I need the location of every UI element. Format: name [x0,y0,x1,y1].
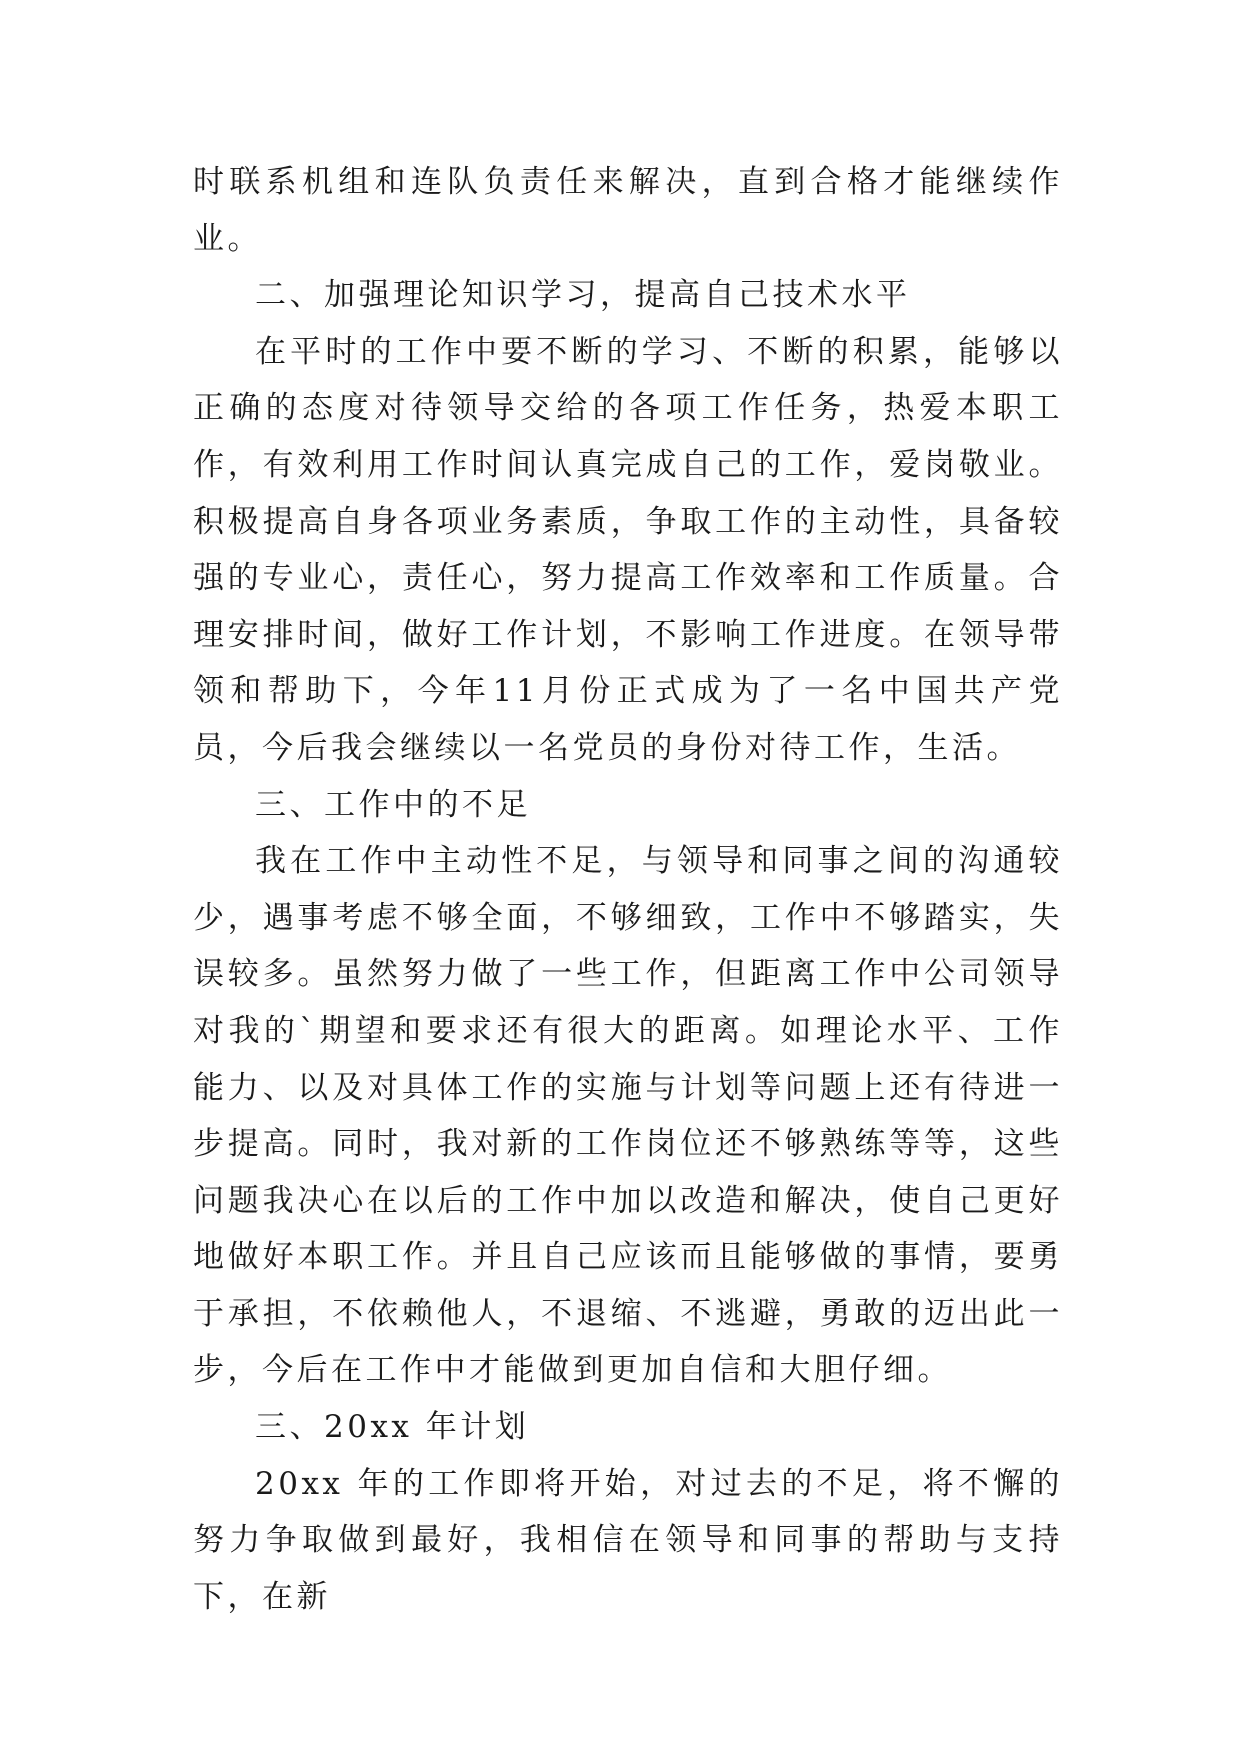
paragraph-continued: 时联系机组和连队负责任来解决，直到合格才能继续作业。 [193,164,1063,257]
paragraph-shortcomings: 我在工作中主动性不足，与领导和同事之间的沟通较少，遇事考虑不够全面，不够细致，工作中不够踏实，失误较多。虽然努力做了一些工作，但距离工作中公司领导对我的`期望和要求还有很大的距离。如理论水平、工作能力、以及对具体工作的实施与计划等问题上还有待进一步提高。同时，我对新的工作岗位还不够熟练等等，这些问题我决心在以后的工作中加以改造和解决，使自己更好地做好本职工作。并且自己应该而且能够做的事情，要勇于承担，不依赖他人，不退缩、不逃避，勇敢的迈出此一步，今后在工作中才能做到更加自信和大胆仔细。 [193,843,1063,1389]
section-heading-theory-study: 二、加强理论知识学习，提高自己技术水平 [255,277,911,314]
paragraph-theory-study: 在平时的工作中要不断的学习、不断的积累，能够以正确的态度对待领导交给的各项工作任务，热爱本职工作，有效利用工作时间认真完成自己的工作，爱岗敬业。积极提高自身各项业务素质，争取工作的主动性，具备较强的专业心，责任心，努力提高工作效率和工作质量。合理安排时间，做好工作计划，不影响工作进度。在领导带领和帮助下，今年11月份正式成为了一名中国共产党员，今后我会继续以一名党员的身份对待工作，生活。 [193,333,1063,766]
document-body [193,154,1063,1625]
section-heading-shortcomings: 三、工作中的不足 [255,786,531,823]
section-heading-plan: 三、20xx 年计划 [255,1409,530,1446]
paragraph-plan: 20xx 年的工作即将开始，对过去的不足，将不懈的努力争取做到最好，我相信在领导和同事的帮助与支持下，在新 [193,1465,1063,1615]
